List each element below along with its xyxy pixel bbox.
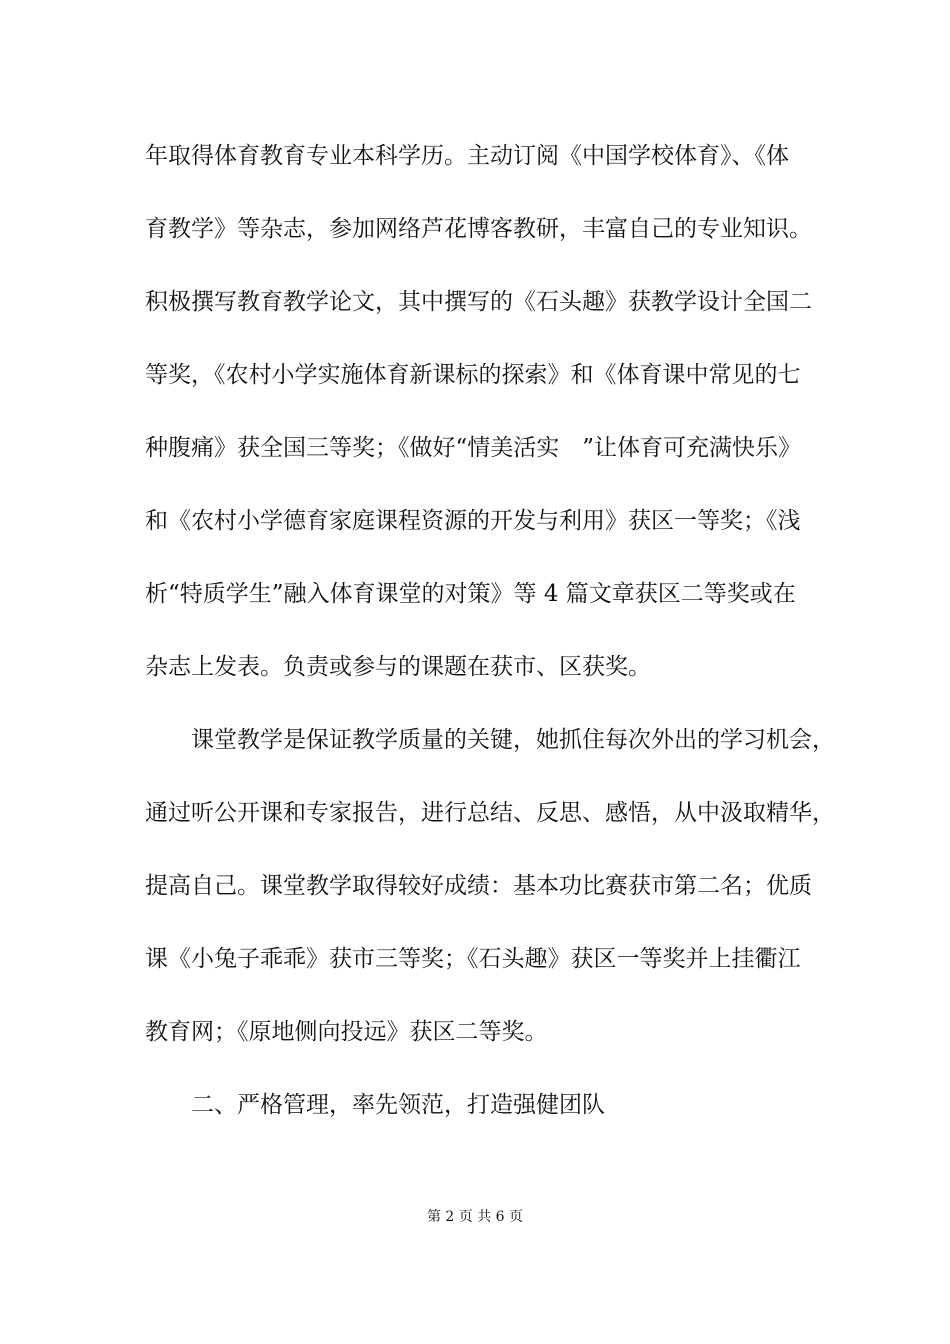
paragraph-line: 积极撰写教育教学论文，其中撰写的《石头趣》获教学设计全国二	[145, 289, 812, 315]
paragraph-line: 等奖，《农村小学实施体育新课标的探索》和《体育课中常见的七	[145, 362, 801, 388]
paragraph-line: 教育网；《原地侧向投远》获区二等奖。	[145, 1019, 548, 1045]
paragraph-line: 课堂教学是保证教学质量的关键，她抓住每次外出的学习机会，	[191, 727, 835, 753]
paragraph-line: 析“特质学生”融入体育课堂的对策》等 4 篇文章获区二等奖或在	[145, 581, 796, 607]
paragraph-line: 育教学》等杂志，参加网络芦花博客教研，丰富自己的专业知识。	[145, 216, 812, 242]
page-number: 第 2 页 共 6 页	[426, 1209, 524, 1225]
paragraph-line: 通过听公开课和专家报告，进行总结、反思、感悟，从中汲取精华，	[145, 800, 835, 826]
paragraph-line: 和《农村小学德育家庭课程资源的开发与利用》获区一等奖；《浅	[145, 508, 801, 534]
paragraph-line: 课《小兔子乖乖》获市三等奖；《石头趣》获区一等奖并上挂衢江	[145, 946, 801, 972]
paragraph-line: 杂志上发表。负责或参与的课题在获市、区获奖。	[145, 654, 651, 680]
paragraph-line: 年取得体育教育专业本科学历。主动订阅《中国学校体育》、《体	[145, 143, 789, 169]
paragraph-line: 种腹痛》获全国三等奖；《做好“情美活实 ”让体育可充满快乐》	[145, 435, 802, 461]
paragraph-line: 提高自己。课堂教学取得较好成绩：基本功比赛获市第二名；优质	[145, 873, 812, 899]
section-heading: 二、严格管理，率先领范，打造强健团队	[191, 1092, 605, 1118]
